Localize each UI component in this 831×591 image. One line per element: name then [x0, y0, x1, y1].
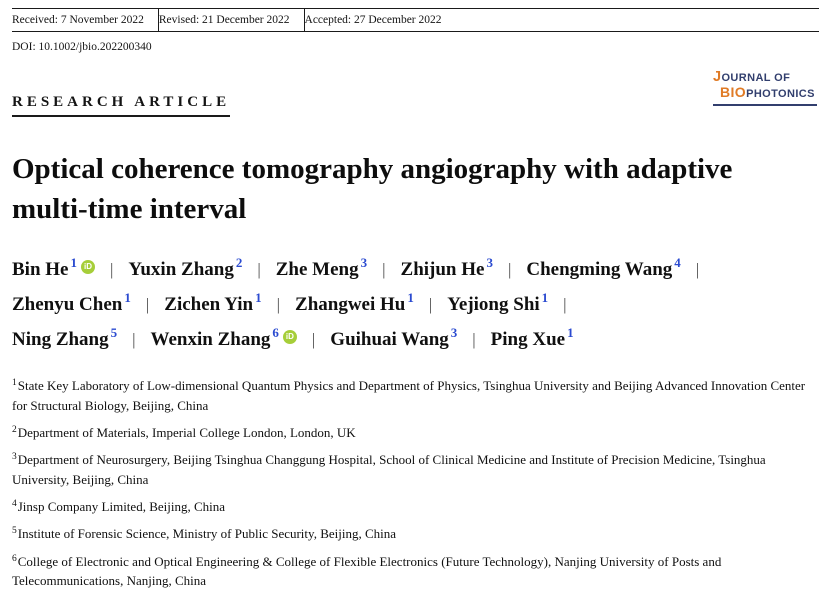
submission-dates-bar [12, 8, 819, 32]
author-affiliation-number: 1 [541, 290, 549, 306]
journal-logo-line1 [713, 69, 817, 85]
author-affiliation-number: 3 [486, 255, 493, 271]
author-row [12, 253, 819, 288]
author-affiliation-number: 3 [360, 255, 368, 271]
author-name: Zichen Yin $^1$ [164, 290, 262, 316]
author-affiliation-number: 6 [272, 325, 279, 341]
author-affiliation-number: 5 [110, 325, 118, 341]
journal-logo-initial: J [713, 69, 722, 85]
author-separator: | [109, 260, 114, 280]
author-name: Wenxin Zhang $^6$ [150, 325, 279, 351]
author-affiliation-number: 1 [124, 290, 131, 306]
affiliation: $^3$Department of Neurosurgery, Beijing Tsinghua Changgung Hospital, School of Clinical Medicine and Institute of Precision Medicine, Tsinghua University, Beijing, China [12, 452, 766, 487]
journal-logo [713, 69, 817, 106]
affiliation-number: 1 [12, 378, 17, 389]
journal-logo-line2-rest: PHOTONICS [746, 88, 815, 101]
journal-logo-line2 [720, 85, 817, 101]
orcid-icon[interactable]: iD [283, 330, 297, 344]
author-name: Chengming Wang $^4$ [526, 255, 681, 281]
orcid-icon[interactable]: iD [81, 260, 95, 274]
author-separator: | [311, 330, 316, 350]
author-separator: | [257, 260, 261, 280]
journal-logo-line1-rest: OURNAL OF [721, 72, 791, 84]
author-affiliation-number: 1 [407, 290, 414, 306]
affiliation-number: 2 [12, 424, 17, 435]
author-affiliation-number: 1 [567, 325, 574, 341]
author-name: Ping Xue $^1$ [490, 325, 574, 351]
article-first-page [0, 8, 831, 589]
journal-logo-bio: BIO [720, 84, 747, 101]
affiliation: $^2$Department of Materials, Imperial College London, London, UK [12, 424, 356, 440]
accepted-date: Accepted: 27 December 2022 [304, 14, 442, 26]
author-affiliation-number: 3 [450, 325, 458, 341]
affiliation: $^1$State Key Laboratory of Low-dimensional Quantum Physics and Department of Physics, Tsinghua University and Beijing Advanced Innovation Center for Structural Biology, Beijing, China [12, 378, 806, 413]
affiliation: $^4$Jinsp Company Limited, Beijing, China [12, 498, 226, 514]
revised-date: Revised: 21 December 2022 [158, 14, 290, 26]
affiliation-number: 3 [12, 452, 17, 463]
journal-logo-underline [713, 104, 817, 106]
author-separator: | [145, 295, 150, 315]
author-separator: | [276, 295, 281, 315]
affiliation: $^5$Institute of Forensic Science, Ministry of Public Security, Beijing, China [12, 526, 397, 542]
affiliation: $^6$College of Electronic and Optical Engineering & College of Flexible Electronics (Future Technology), Nanjing University of Posts and Telecommunications, Nanjing, China [12, 553, 722, 589]
author-separator: | [382, 260, 386, 280]
author-separator: | [472, 330, 476, 350]
author-separator: | [132, 330, 136, 350]
author-name: Bin He $^1$ [12, 255, 77, 281]
author-affiliation-number: 4 [674, 255, 681, 271]
author-row [12, 323, 819, 358]
author-name: Zhijun He $^3$ [400, 255, 493, 281]
authors-block [12, 253, 819, 358]
author-affiliation-number: 1 [255, 290, 262, 306]
author-name: Zhangwei Hu $^1$ [295, 290, 414, 316]
author-name: Ning Zhang $^5$ [12, 325, 118, 351]
author-name: Zhe Meng $^3$ [275, 255, 368, 281]
header-row [12, 67, 819, 117]
affiliation-number: 5 [12, 526, 17, 537]
article-type-label: RESEARCH ARTICLE [12, 94, 230, 117]
author-name: Yejiong Shi $^1$ [447, 290, 549, 316]
affiliation-number: 4 [12, 498, 17, 509]
author-affiliation-number: 2 [235, 255, 243, 271]
author-name: Yuxin Zhang $^2$ [128, 255, 243, 281]
article-title: Optical coherence tomography angiography with adaptive multi-time interval [12, 153, 733, 226]
author-separator: | [563, 295, 567, 315]
author-name: Guihuai Wang $^3$ [330, 325, 458, 351]
affiliation-number: 6 [12, 553, 17, 564]
author-row [12, 288, 819, 323]
author-name: Zhenyu Chen $^1$ [12, 290, 131, 316]
author-separator: | [695, 260, 700, 280]
author-separator: | [507, 260, 512, 280]
author-separator: | [428, 295, 433, 315]
affiliations-block [12, 376, 819, 591]
doi: DOI: 10.1002/jbio.202200340 [12, 41, 152, 53]
received-date: Received: 7 November 2022 [12, 14, 144, 26]
author-affiliation-number: 1 [70, 255, 77, 271]
